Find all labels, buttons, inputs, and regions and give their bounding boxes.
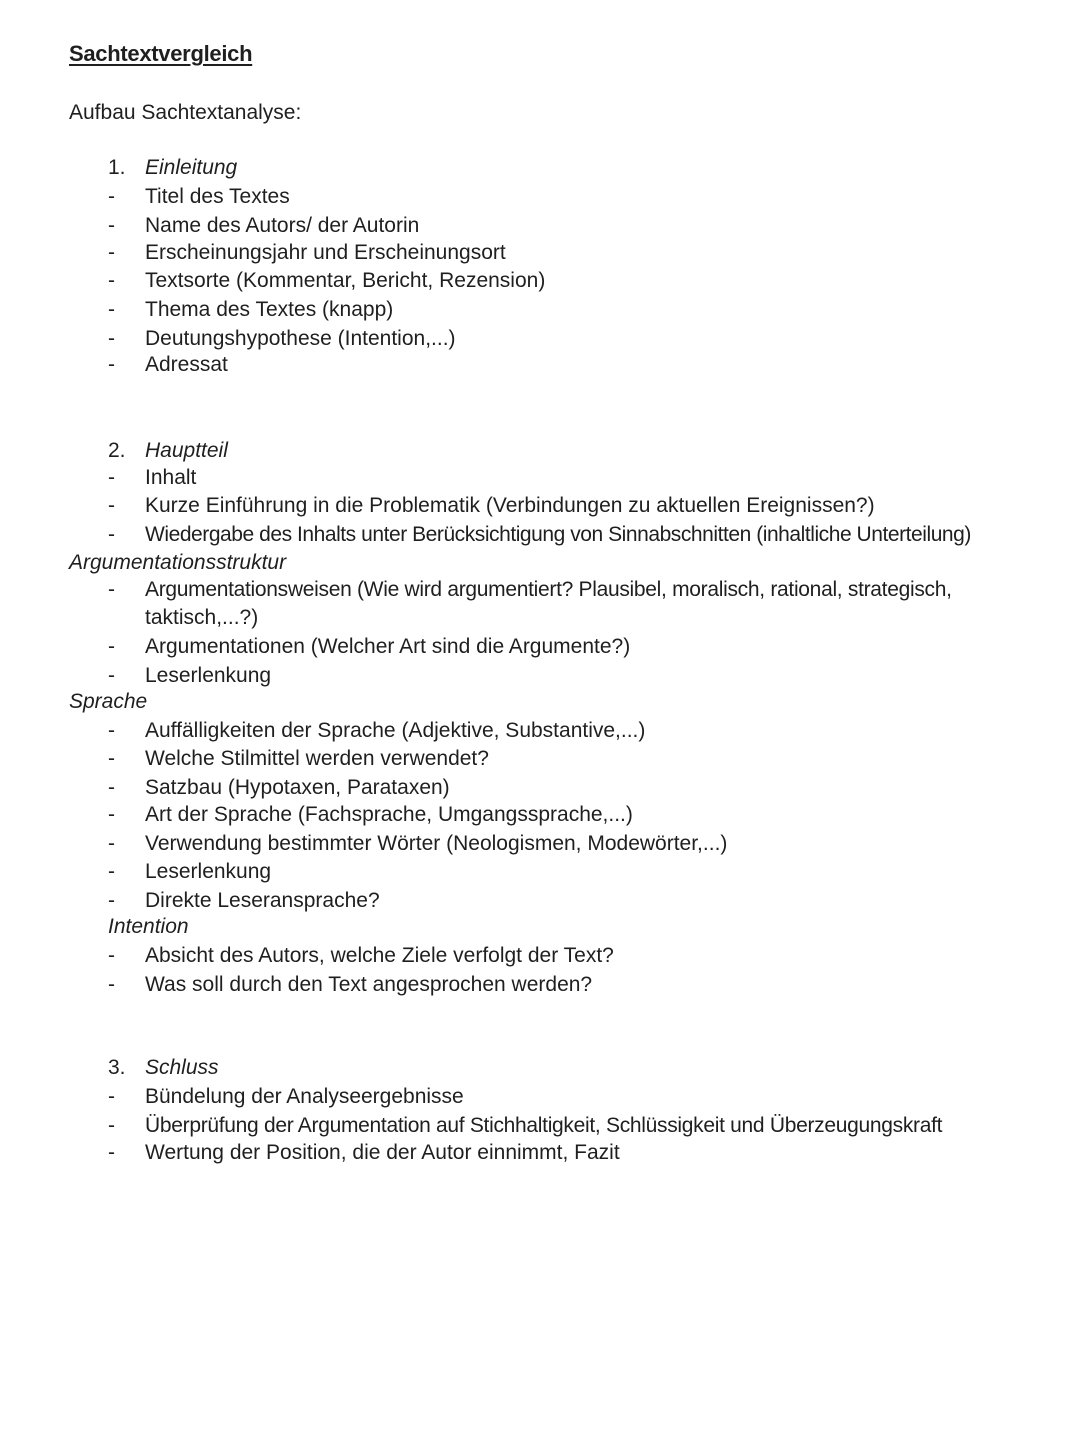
list-item-text: Leserlenkung	[145, 860, 272, 883]
subsection-heading-argumentationsstruktur: Argumentationsstruktur	[69, 551, 287, 574]
list-item	[108, 1083, 464, 1111]
list-item	[108, 239, 506, 267]
list-item	[108, 887, 380, 915]
list-item-text: Erscheinungsjahr und Erscheinungsort	[145, 241, 506, 264]
list-item	[108, 464, 196, 492]
section-heading-hauptteil	[108, 437, 228, 465]
dash-bullet: -	[108, 298, 115, 321]
dash-bullet: -	[108, 803, 115, 826]
dash-bullet: -	[108, 973, 115, 996]
list-item-text: Titel des Textes	[145, 185, 290, 208]
dash-bullet: -	[108, 635, 115, 658]
dash-bullet: -	[108, 889, 115, 912]
list-item	[108, 1139, 620, 1167]
dash-bullet: -	[108, 1114, 115, 1137]
dash-bullet: -	[108, 241, 115, 264]
dash-bullet: -	[108, 719, 115, 742]
list-item	[108, 830, 727, 858]
dash-bullet: -	[108, 466, 115, 489]
dash-bullet: -	[108, 747, 115, 770]
list-item-text: Überprüfung der Argumentation auf Stichhaltigkeit, Schlüssigkeit und Überzeugungskraft	[145, 1114, 943, 1137]
list-item	[108, 351, 228, 379]
list-item-text: Adressat	[145, 353, 228, 376]
list-item	[108, 183, 290, 211]
list-item-text: Wertung der Position, die der Autor einnimmt, Fazit	[145, 1141, 620, 1164]
list-item	[108, 971, 592, 999]
list-item	[108, 325, 456, 353]
list-item-text: Welche Stilmittel werden verwendet?	[145, 747, 489, 770]
list-item-text: Wiedergabe des Inhalts unter Berücksichtigung von Sinnabschnitten (inhaltliche Unterteilung)	[145, 523, 971, 546]
dash-bullet: -	[108, 494, 115, 517]
list-item-text: Deutungshypothese (Intention,...)	[145, 327, 456, 350]
list-item	[108, 774, 450, 802]
section-number: 3.	[108, 1056, 126, 1079]
list-item-continuation: taktisch,...?)	[145, 606, 259, 629]
section-number: 2.	[108, 439, 126, 462]
list-item-text: Thema des Textes (knapp)	[145, 298, 394, 321]
dash-bullet: -	[108, 1141, 115, 1164]
dash-bullet: -	[108, 860, 115, 883]
section-number: 1.	[108, 156, 126, 179]
list-item-text: Art der Sprache (Fachsprache, Umgangssprache,...)	[145, 803, 633, 826]
list-item-text: Textsorte (Kommentar, Bericht, Rezension)	[145, 269, 546, 292]
list-item	[108, 267, 545, 295]
list-item	[108, 717, 645, 745]
dash-bullet: -	[108, 327, 115, 350]
dash-bullet: -	[108, 578, 115, 601]
section-heading-schluss	[108, 1054, 219, 1082]
dash-bullet: -	[108, 832, 115, 855]
intro-text: Aufbau Sachtextanalyse:	[69, 101, 302, 124]
list-item-text: Satzbau (Hypotaxen, Parataxen)	[145, 776, 450, 799]
dash-bullet: -	[108, 944, 115, 967]
list-item-text: Verwendung bestimmter Wörter (Neologismen, Modewörter,...)	[145, 832, 728, 855]
list-item-text: Inhalt	[145, 466, 197, 489]
list-item	[108, 212, 419, 240]
list-item-text: Absicht des Autors, welche Ziele verfolgt der Text?	[145, 944, 614, 967]
subsection-heading-sprache: Sprache	[69, 690, 148, 713]
dash-bullet: -	[108, 1085, 115, 1108]
list-item	[108, 942, 614, 970]
list-item-text: Bündelung der Analyseergebnisse	[145, 1085, 464, 1108]
list-item	[108, 492, 875, 520]
list-item-text: Direkte Leseransprache?	[145, 889, 380, 912]
dash-bullet: -	[108, 269, 115, 292]
list-item	[108, 633, 630, 661]
list-item-text: Leserlenkung	[145, 664, 272, 687]
document-title: Sachtextvergleich	[69, 41, 253, 66]
list-item-text: Was soll durch den Text angesprochen werden?	[145, 973, 593, 996]
list-item	[108, 1112, 942, 1140]
dash-bullet: -	[108, 185, 115, 208]
section-heading-text: Einleitung	[145, 156, 238, 179]
list-item-text: Argumentationen (Welcher Art sind die Argumente?)	[145, 635, 631, 658]
list-item-text: Argumentationsweisen (Wie wird argumentiert? Plausibel, moralisch, rational, strategisch,	[145, 578, 952, 601]
list-item	[108, 858, 271, 886]
list-item	[108, 745, 489, 773]
dash-bullet: -	[108, 523, 115, 546]
dash-bullet: -	[108, 776, 115, 799]
list-item	[108, 296, 393, 324]
list-item	[108, 576, 952, 604]
dash-bullet: -	[108, 214, 115, 237]
list-item	[108, 521, 971, 549]
list-item	[108, 801, 633, 829]
list-item	[108, 662, 271, 690]
section-heading-text: Schluss	[145, 1056, 219, 1079]
section-heading-einleitung	[108, 154, 237, 182]
subsection-heading-intention: Intention	[108, 915, 189, 938]
dash-bullet: -	[108, 664, 115, 687]
section-heading-text: Hauptteil	[145, 439, 228, 462]
dash-bullet: -	[108, 353, 115, 376]
list-item-text: Name des Autors/ der Autorin	[145, 214, 420, 237]
list-item-text: Kurze Einführung in die Problematik (Verbindungen zu aktuellen Ereignissen?)	[145, 494, 875, 517]
list-item-text: Auffälligkeiten der Sprache (Adjektive, Substantive,...)	[145, 719, 646, 742]
